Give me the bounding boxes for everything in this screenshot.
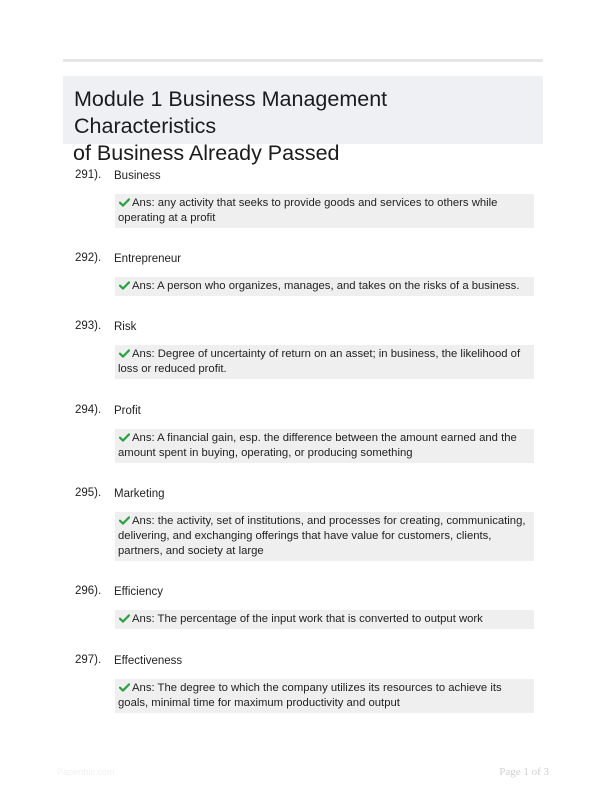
question-number: 295). — [75, 487, 102, 499]
top-divider — [63, 59, 543, 62]
answer-box — [115, 429, 534, 463]
check-icon — [119, 516, 130, 525]
answer-box — [115, 610, 534, 629]
answer-prefix: Ans: — [132, 682, 155, 694]
answer-prefix: Ans: — [132, 613, 155, 625]
page-number: Page 1 of 3 — [499, 766, 549, 778]
check-icon — [119, 349, 130, 358]
answer-box — [115, 512, 534, 561]
question-number: 291). — [75, 169, 102, 181]
question-term: Entrepreneur — [114, 253, 182, 265]
question-number: 297). — [75, 654, 102, 666]
question-number: 293). — [75, 320, 102, 332]
question-term: Business — [114, 170, 161, 182]
check-icon — [119, 614, 130, 623]
check-icon — [119, 433, 130, 442]
title-line-1: Module 1 Business Management Characteristics — [74, 87, 388, 138]
answer-prefix: Ans: — [132, 432, 155, 444]
answer-box — [115, 345, 534, 379]
answer-text: Degree of uncertainty of return on an asset; in business, the likelihood of loss or reduced profit. — [118, 348, 521, 375]
title-line-2: of Business Already Passed — [73, 141, 340, 165]
title-banner — [63, 76, 543, 165]
question-term: Efficiency — [114, 586, 164, 598]
answer-prefix: Ans: — [132, 515, 155, 527]
answer-prefix: Ans: — [132, 197, 155, 209]
question-term: Profit — [114, 405, 141, 417]
answer-text: A person who organizes, manages, and takes on the risks of a business. — [157, 280, 520, 292]
question-number: 296). — [75, 585, 102, 597]
answer-prefix: Ans: — [132, 348, 155, 360]
check-icon — [119, 683, 130, 692]
answer-box — [115, 194, 534, 228]
answer-prefix: Ans: — [132, 280, 155, 292]
answer-text: any activity that seeks to provide goods and services to others while operating at a profit — [118, 197, 498, 224]
footer-watermark: Paperthic.com — [57, 767, 115, 777]
question-number: 294). — [75, 404, 102, 416]
question-term: Marketing — [114, 488, 165, 500]
question-term: Effectiveness — [114, 655, 183, 667]
answer-text: The percentage of the input work that is converted to output work — [157, 613, 483, 625]
answer-box — [115, 679, 534, 713]
answer-text: the activity, set of institutions, and processes for creating, communicating, delivering, and exchanging offerings that have value for customers, clients, partners, and society at large — [118, 515, 526, 557]
check-icon — [119, 198, 130, 207]
answer-box — [115, 277, 534, 296]
question-term: Risk — [114, 321, 137, 333]
answer-text: The degree to which the company utilizes its resources to achieve its goals, minimal time for maximum productivity and output — [118, 682, 502, 709]
page-title — [73, 86, 533, 167]
question-number: 292). — [75, 252, 102, 264]
answer-text: A financial gain, esp. the difference between the amount earned and the amount spent in buying, operating, or producing something — [118, 432, 517, 459]
check-icon — [119, 281, 130, 290]
